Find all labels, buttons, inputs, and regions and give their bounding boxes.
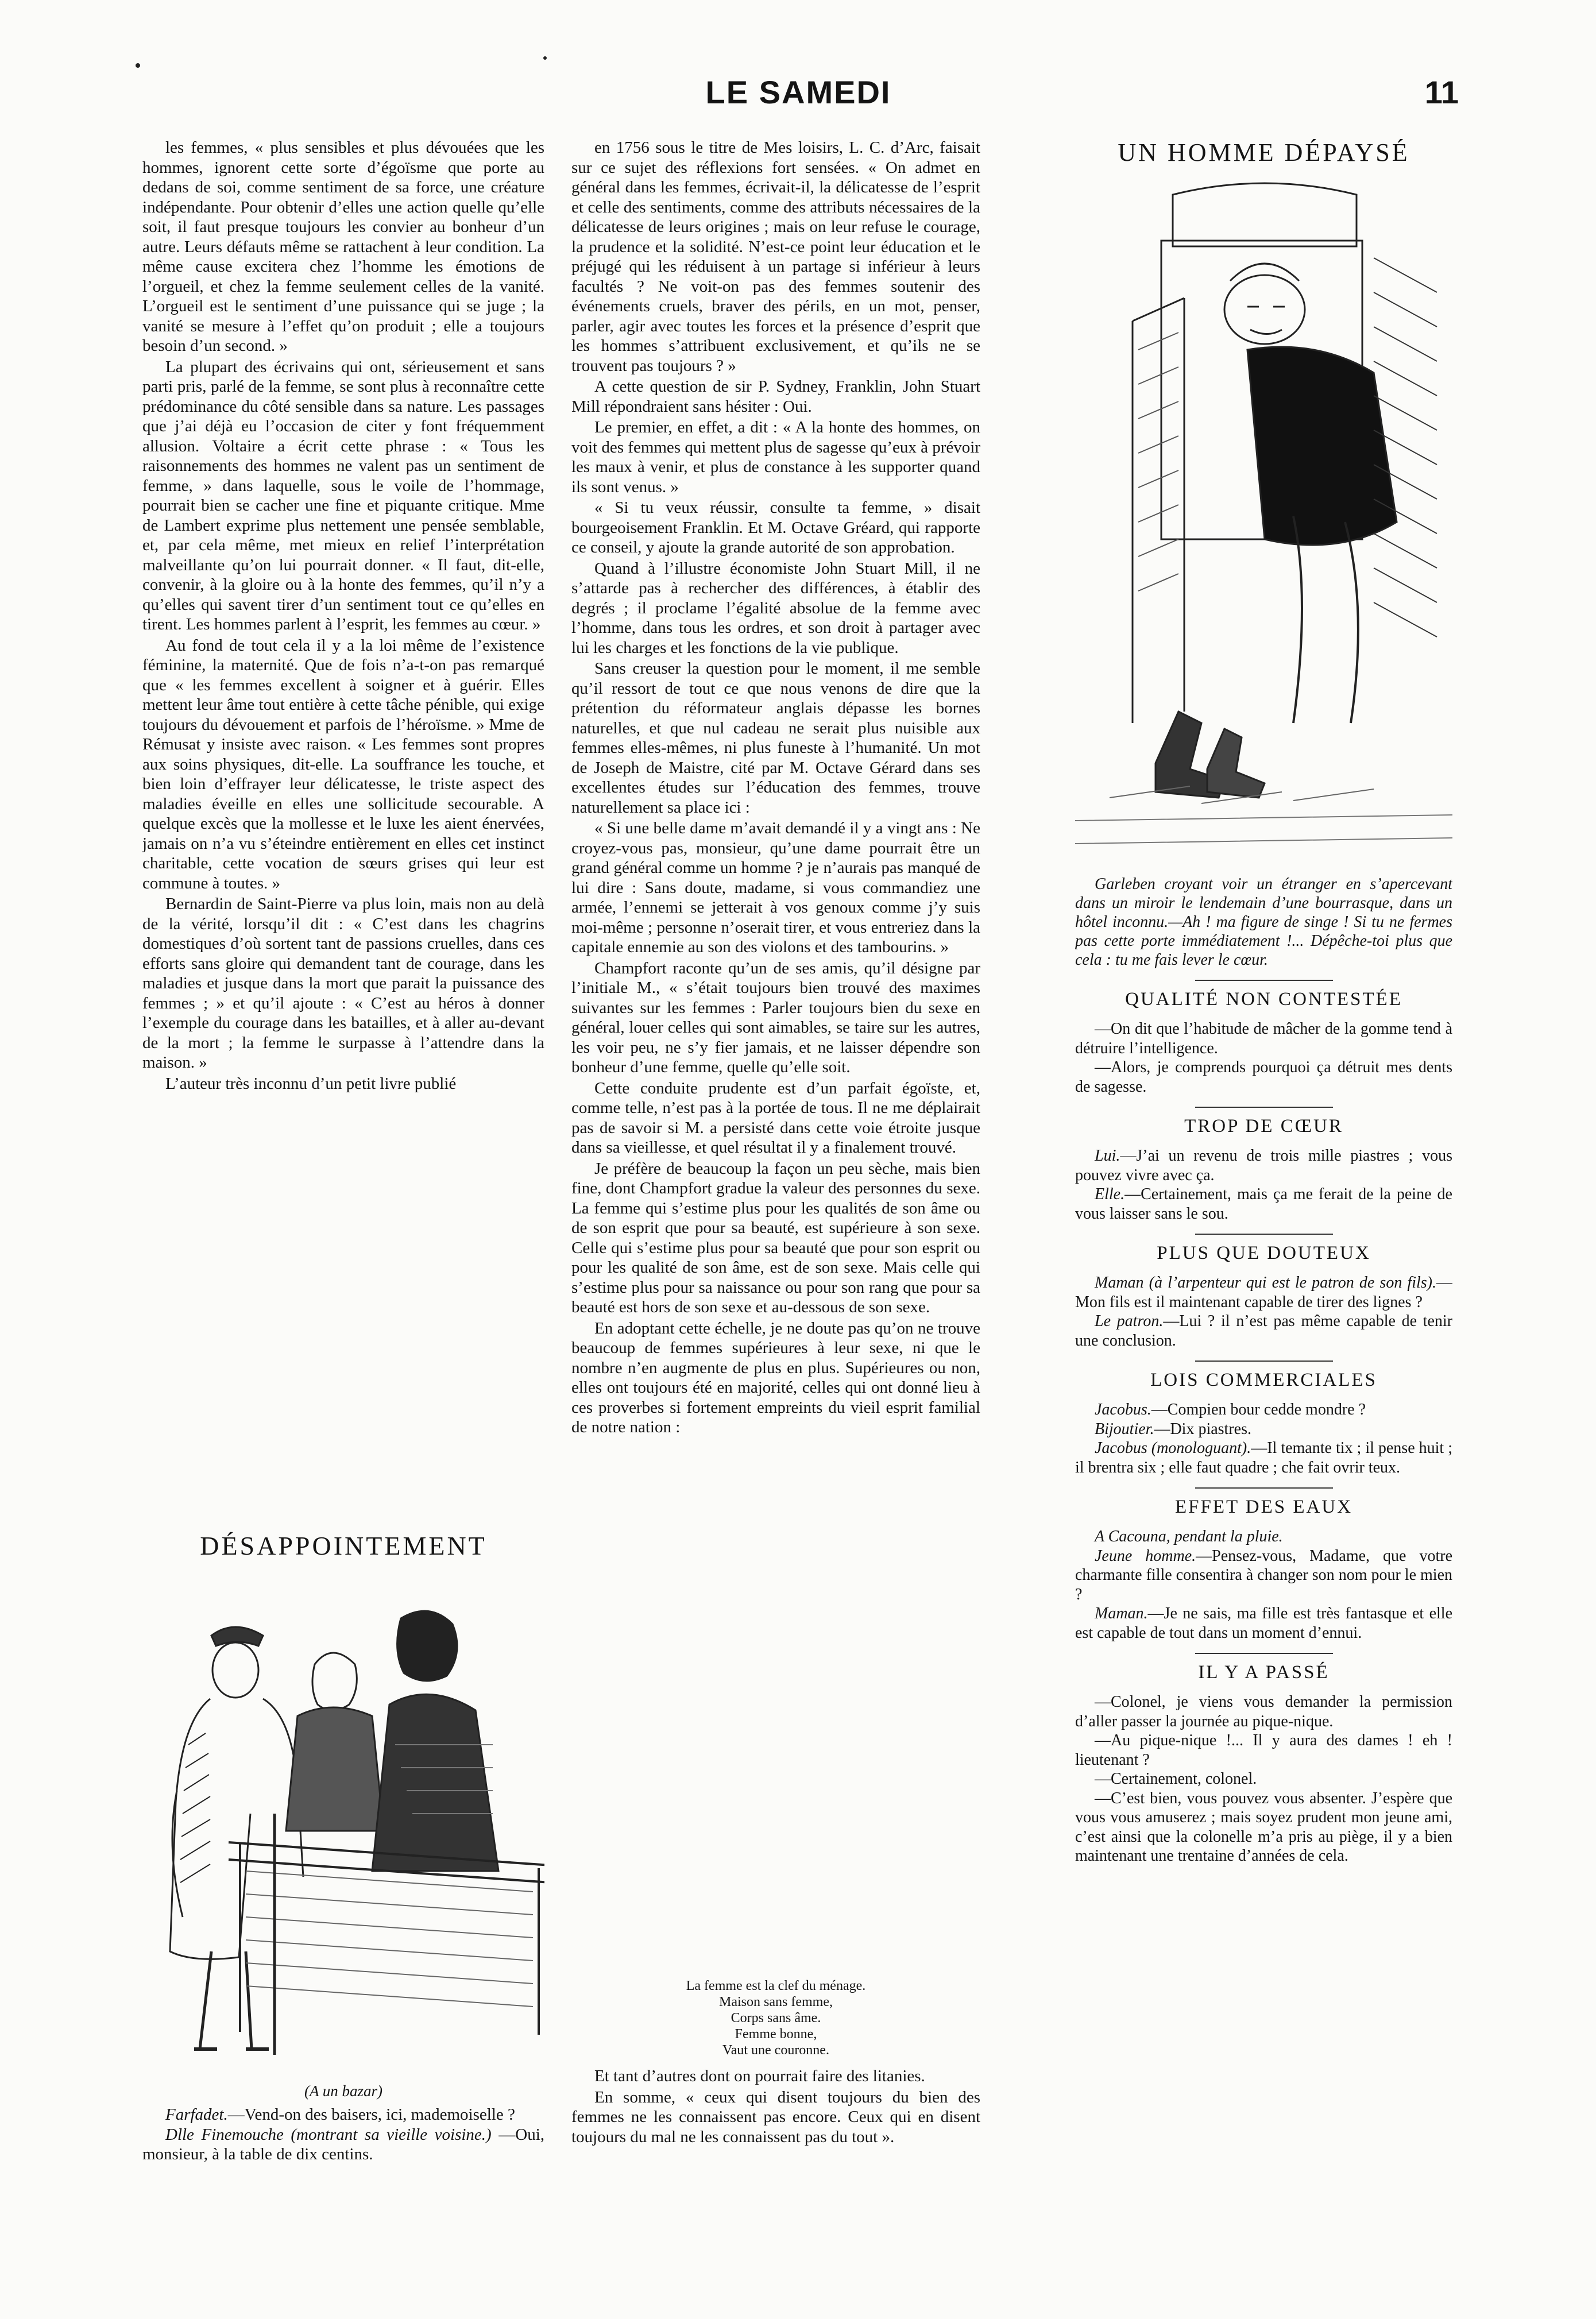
joke-line: [1075, 1692, 1452, 1731]
line-text: —Alors, je comprends pourquoi ça détruit mes dents de sagesse.: [1075, 1058, 1452, 1096]
speaker: Bijoutier.: [1095, 1420, 1154, 1438]
cartoon-heading: DÉSAPPOINTEMENT: [200, 1531, 487, 1560]
page-speck: [136, 63, 140, 68]
line-text: —Il temante tix ; il pense huit ; il brentra six ; elle faut quadre ; che fait ovrir teux.: [1075, 1439, 1452, 1477]
joke-line: [1075, 1769, 1452, 1789]
joke-line: [1075, 1185, 1452, 1223]
mirror-scene-drawing: [1075, 177, 1452, 867]
cartoon-heading: UN HOMME DÉPAYSÉ: [1118, 138, 1410, 167]
joke-line: [1075, 1312, 1452, 1350]
jokes-list: [1075, 980, 1452, 1866]
line-text: —Colonel, je viens vous demander la permission d’aller passer la journée au pique-nique.: [1075, 1693, 1452, 1730]
speaker: Lui.: [1095, 1147, 1120, 1165]
speaker: Le patron.: [1095, 1312, 1164, 1330]
speaker: Maman (à l’arpenteur qui est le patron de son fils).: [1095, 1274, 1436, 1292]
cartoon-caption: Garleben croyant voir un étranger en s’apercevant dans un miroir le lendemain d’une bourrasque, dans un hôtel inconnu.—Ah ! ma figure de singe ! Si tu ne fermes pas cette porte immédiatement !... Dépêche-toi plus que cela : tu me fais lever le cœur.: [1075, 875, 1452, 969]
verse-line: Femme bonne,: [735, 2027, 817, 2042]
cartoon-illustration: [142, 1572, 544, 2078]
cartoon-dialogue: [142, 2105, 544, 2165]
paragraph: Et tant d’autres dont on pourrait faire des litanies.: [594, 2067, 925, 2085]
paragraph: Cette conduite prudente est d’un parfait égoïste, et, comme telle, n’est pas à la portée de tous. Il ne me déplairait pas de savoir si M. a persisté dans cette voie étroite jusque dans sa vieillesse, et quel résultat il y a finalement trouvé.: [571, 1079, 980, 1157]
joke-line: [1075, 1547, 1452, 1605]
speaker: Dlle Finemouche (montrant sa vieille voisine.): [165, 2125, 492, 2144]
page-number: 11: [1424, 74, 1459, 110]
line-text: —Au pique-nique !... Il y aura des dames ! eh ! lieutenant ?: [1075, 1731, 1452, 1769]
article-continuation: [571, 138, 980, 1970]
speaker: Maman.: [1095, 1605, 1148, 1622]
joke-line: [1075, 1058, 1452, 1096]
paragraph: « Si tu veux réussir, consulte ta femme, » disait bourgeoisement Franklin. Et M. Octave Gréard, qui rapporte ce conseil, y ajoute la grande autorité de son approbation.: [571, 498, 980, 556]
joke: [1075, 1234, 1452, 1350]
joke-line: [1075, 1439, 1452, 1477]
article-continuation: [142, 138, 544, 1496]
newspaper-title: LE SAMEDI: [705, 74, 891, 110]
line-text: —Certainement, colonel.: [1095, 1770, 1257, 1788]
paragraph: Je préfère de beaucoup la façon un peu sèche, mais bien fine, dont Champfort gradue la valeur des personnes du sexe. La femme qui s’estime plus pour les qualités de son âme ou de son esprit que pour sa beauté, est supérieure à son sexe. Celle qui s’estime plus pour sa beauté que pour son esprit ou pour les qualité de son âme, est de son sexe. Mais celle qui s’estime plus pour sa naissance ou pour son rang que pour sa beauté est hors de son sexe et au-dessous de son sexe.: [571, 1159, 980, 1316]
line-text: —Dix piastres.: [1154, 1420, 1251, 1438]
joke-title: LOIS COMMERCIALES: [1075, 1361, 1452, 1391]
paragraph: L’auteur très inconnu d’un petit livre publié: [165, 1074, 457, 1093]
joke-title: QUALITÉ NON CONTESTÉE: [1075, 980, 1452, 1010]
speaker: Jacobus (monologuant).: [1095, 1439, 1251, 1457]
dialogue-line: [142, 2105, 544, 2125]
speaker: Elle.: [1095, 1185, 1125, 1203]
bazaar-scene-drawing: [142, 1572, 544, 2078]
line-text: —On dit que l’habitude de mâcher de la gomme tend à détruire l’intelligence.: [1075, 1020, 1452, 1057]
line-text: —Compien bour cedde mondre ?: [1151, 1401, 1366, 1419]
paragraph: les femmes, « plus sensibles et plus dévouées que les hommes, ignorent cette sorte d’égoïsme que porte au dedans de soi, comme sentiment de sa force, une créature indépendante. Pour obtenir d’elles une action quelle qu’elle soit, il faut presque toujours les convier au bonheur d’un autre. Leurs défauts même se rattachent à leur condition. La même cause excitera chez l’homme les émotions de l’orgueil, et chez la femme seulement celles de la vanité. L’orgueil est le sentiment d’une puissance qui se juge ; la vanité se mesure à l’effet qu’on produit ; elle a toujours besoin d’un second. »: [142, 138, 544, 355]
page-speck: [543, 56, 547, 60]
joke-line: [1075, 1527, 1452, 1547]
speaker: Jeune homme.: [1095, 1547, 1196, 1565]
joke-title: IL Y A PASSÉ: [1075, 1653, 1452, 1683]
paragraph: Sans creuser la question pour le moment, il me semble qu’il ressort de tout ce que nous venons de dire que la prétention du réformateur anglais dépasse les bornes naturelles, et que nul cadeau ne serait plus nuisible aux femmes elles-mêmes, ni plus funeste à l’humanité. Un mot de Joseph de Maistre, cité par M. Octave Gérard dans ses excellentes études sur l’éducation des femmes, trouve naturellement sa place ici :: [571, 659, 980, 817]
column-1: [142, 138, 544, 2274]
line-text: —Je ne sais, ma fille est très fantasque et elle est capable de tout dans un moment d’ennui.: [1075, 1605, 1452, 1642]
verse-line: Vaut une couronne.: [722, 2043, 829, 2058]
joke-title: PLUS QUE DOUTEUX: [1075, 1234, 1452, 1264]
paragraph: A cette question de sir P. Sydney, Franklin, John Stuart Mill répondraient sans hésiter : Oui.: [571, 377, 980, 416]
paragraph: En adoptant cette échelle, je ne doute pas qu’on ne trouve beaucoup de femmes supérieures à leur sexe, ni que le nombre n’en augmente de plus en plus. Supérieures ou non, elles ont toujours été en majorité, celles qui ont donné lieu à ces proverbes si fortement empreints du vieil esprit familial de notre nation :: [571, 1319, 980, 1436]
dialogue-line: [142, 2125, 544, 2165]
paragraph: La plupart des écrivains qui ont, sérieusement et sans parti pris, parlé de la femme, se sont plus à reconnaître cette prédominance du côté sensible dans sa nature. Les passages que j’ai déjà eu l’occasion de citer y font fréquemment allusion. Voltaire a écrit cette phrase : « Tous les raisonnements des hommes ne valent pas un sentiment de femme, » dans laquelle, sous le voile de l’hommage, pourrait bien se cacher une fine et piquante critique. Mme de Lambert exprime plus nettement une pensée semblable, et, par cela même, met mieux en relief l’interprétation malveillante qu’on lui pourrait donner. « Il faut, dit-elle, convenir, à la gloire ou à la honte des femmes, qu’il n’y a qu’elles qui savent tirer d’un sentiment tout ce qu’elles en tirent. Les hommes parlent à l’esprit, les femmes au cœur. »: [142, 357, 544, 633]
joke-line: [1075, 1273, 1452, 1312]
line-text: —Pensez-vous, Madame, que votre charmante fille consentira à changer son nom pour le mien ?: [1075, 1547, 1452, 1603]
line-text: —Oui, monsieur, à la table de dix centins.: [142, 2125, 544, 2163]
verse-line: Corps sans âme.: [731, 2011, 821, 2026]
running-head: [138, 74, 1459, 119]
joke: [1075, 980, 1452, 1096]
joke: [1075, 1487, 1452, 1642]
joke-title: TROP DE CŒUR: [1075, 1107, 1452, 1137]
paragraph: Champfort raconte qu’un de ses amis, qu’il désigne par l’initiale M., « s’était toujours bien trouvé des maximes suivantes sur les femmes : Parler toujours bien du sexe en général, louer celles qui sont aimables, se taire sur les autres, les voir peu, ne s’y fier jamais, et ne laisser dépendre son bonheur d’une femme, quelle qu’elle soit.: [571, 958, 980, 1076]
line-text: —Lui ? il n’est pas même capable de tenir une conclusion.: [1075, 1312, 1452, 1350]
column-3: [1075, 138, 1452, 2274]
article-conclusion: [571, 2066, 980, 2147]
paragraph: En somme, « ceux qui disent toujours du bien des femmes ne les connaissent pas encore. Ceux qui en disent toujours du mal ne les connaissent pas du tout ».: [571, 2088, 980, 2146]
joke: [1075, 1653, 1452, 1866]
cartoon-illustration: [1075, 177, 1452, 867]
line-text: —Mon fils est il maintenant capable de tirer des lignes ?: [1075, 1274, 1452, 1311]
joke-line: [1075, 1604, 1452, 1642]
paragraph: Bernardin de Saint-Pierre va plus loin, mais non au delà de la vérité, lorsqu’il dit : « C’est dans les chagrins domestiques d’où sortent tant de passions cruelles, dans ces efforts sans gloire qui demandent tant de courage, dans les maladies et jusque dans la mort que parait la puissance des femmes ; » et qu’il ajoute : « C’est au héros à donner l’exemple du courage dans les batailles, et à aller au-devant de la mort ; la femme le surpasse à l’attendre dans la maison. »: [142, 895, 544, 1072]
joke-line: [1075, 1146, 1452, 1185]
joke-line: [1075, 1731, 1452, 1769]
joke-line: [1075, 1400, 1452, 1420]
line-text: —J’ai un revenu de trois mille piastres ; vous pouvez vivre avec ça.: [1075, 1147, 1452, 1184]
cartoon-caption: (A un bazar): [304, 2082, 382, 2100]
speaker: A Cacouna, pendant la pluie.: [1095, 1528, 1283, 1545]
joke: [1075, 1361, 1452, 1477]
paragraph: « Si une belle dame m’avait demandé il y a vingt ans : Ne croyez-vous pas, monsieur, qu’une dame pourrait être un grand général comme un homme ? je n’aurais pas manqué de lui dire : Sans doute, madame, si vous commandiez une armée, l’ennemi se jetterait à vos genoux comme j’y suis moi-même ; personne n’oserait tirer, et vous entreriez dans la capitale ennemie au son des violons et des tambourins. »: [571, 819, 980, 956]
joke-line: [1075, 1019, 1452, 1058]
paragraph: Quand à l’illustre économiste John Stuart Mill, il ne s’attarde pas à rechercher des différences, à établir des degrés ; il proclame l’égalité absolue de la femme avec l’homme, dans tous les ordres, et son droit à partager avec lui les charges et les fonctions de la vie publique.: [571, 559, 980, 657]
column-2: [571, 138, 980, 2274]
joke-line: [1075, 1420, 1452, 1439]
speaker: Farfadet.: [165, 2105, 228, 2124]
verse-line: La femme est la clef du ménage.: [686, 1978, 866, 1993]
line-text: —Vend-on des baisers, ici, mademoiselle ?: [227, 2105, 515, 2124]
joke: [1075, 1107, 1452, 1223]
paragraph: en 1756 sous le titre de Mes loisirs, L. C. d’Arc, faisait sur ce sujet des réflexions fort sensées. « On admet en général dans les femmes, écrivait-il, la délicatesse de l’esprit et celle des sentiments, comme des attributs nécessaires de la délicatesse de leurs origines ; mais on leur refuse le courage, la prudence et la solidité. N’est-ce point leur éducation et le préjugé qui les réduisent à un partage si inférieur à leurs facultés ? Ne voit-on pas des femmes soutenir des événements cruels, braver des périls, en un mot, penser, parler, agir avec toutes les forces et la présence d’esprit que les hommes s’attribuent exclusivement, et qu’ils ne se trouvent pas toujours ? »: [571, 138, 980, 375]
joke-title: EFFET DES EAUX: [1075, 1487, 1452, 1518]
paragraph: Le premier, en effet, a dit : « A la honte des hommes, on voit des femmes qui mettent plus de sagesse qu’eux à prévoir les maux à venir, et plus de constance à les supporter quand ils sont venus. »: [571, 418, 980, 496]
line-text: —C’est bien, vous pouvez vous absenter. J’espère que vous vous amuserez ; mais soyez prudent mon jeune ami, c’est ainsi que la colonelle m’a pris au piège, il y a bien maintenant une trentaine d’années de cela.: [1075, 1789, 1452, 1865]
joke-line: [1075, 1789, 1452, 1866]
verse-line: Maison sans femme,: [719, 1995, 833, 2009]
proverb-verse: [571, 1978, 980, 2058]
speaker: Jacobus.: [1095, 1401, 1151, 1419]
line-text: —Certainement, mais ça me ferait de la peine de vous laisser sans le sou.: [1075, 1185, 1452, 1223]
paragraph: Au fond de tout cela il y a la loi même de l’existence féminine, la maternité. Que de fois n’a-t-on pas remarqué que « les femmes excellent à soigner et à guérir. Elles mettent leur âme tout entière à cette tâche pénible, qui exige toujours du dévouement et parfois de l’héroïsme. » Mme de Rémusat y insiste avec raison. « Les femmes sont propres aux soins physiques, dit-elle. La souffrance les touche, et bien loin d’effrayer leur délicatesse, le triste aspect des maladies éveille en elles une sollicitude secourable. A quelque excès que la mollesse et le luxe les aient énervées, jamais on n’a vu s’éteindre entièrement en elles cet instinct charitable, cette vocation de sœurs grises qui leur est commune à toutes. »: [142, 636, 544, 892]
